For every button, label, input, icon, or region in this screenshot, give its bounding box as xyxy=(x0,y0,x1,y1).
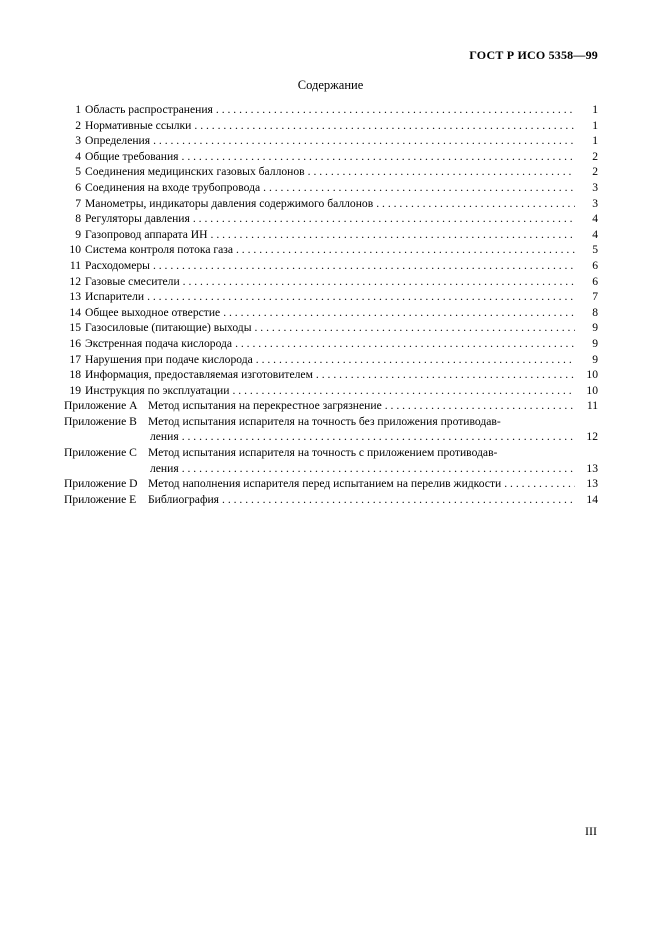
entry-title: Расходомеры xyxy=(85,258,150,272)
annex-title: Метод испытания испарителя на точность с приложением противодав- xyxy=(148,446,498,460)
leader-dots xyxy=(308,164,575,180)
entry-page: 2 xyxy=(592,149,598,163)
entry-number: 14 xyxy=(69,305,81,319)
entry-number: 19 xyxy=(69,383,81,397)
annex-label: Приложение E xyxy=(64,492,137,506)
leader-dots xyxy=(193,211,575,227)
leader-dots xyxy=(236,242,575,258)
leader-dots xyxy=(235,336,575,352)
entry-title: Манометры, индикаторы давления содержимого баллонов xyxy=(85,196,374,210)
entry-title: Газопровод аппарата ИН xyxy=(85,227,208,241)
annex-label: Приложение B xyxy=(64,414,137,428)
annex-page: 13 xyxy=(586,477,598,491)
annex-title: Метод испытания испарителя на точность без приложения противодав- xyxy=(148,414,501,428)
annex-title-continuation: ления xyxy=(150,430,179,444)
entry-number: 5 xyxy=(75,165,81,179)
leader-dots xyxy=(182,461,575,477)
entry-title: Регуляторы давления xyxy=(85,212,190,226)
entry-page: 9 xyxy=(592,321,598,335)
entry-title: Нарушения при подаче кислорода xyxy=(85,352,253,366)
entry-page: 3 xyxy=(592,196,598,210)
entry-number: 18 xyxy=(69,368,81,382)
entry-page: 4 xyxy=(592,212,598,226)
leader-dots xyxy=(316,367,575,383)
leader-dots xyxy=(211,227,575,243)
leader-dots xyxy=(153,258,575,274)
entry-number: 8 xyxy=(75,212,81,226)
leader-dots xyxy=(216,102,575,118)
entry-number: 11 xyxy=(69,258,81,272)
entry-title: Общие требования xyxy=(85,149,179,163)
entry-number: 9 xyxy=(75,227,81,241)
entry-number: 1 xyxy=(75,103,81,116)
leader-dots xyxy=(222,492,575,508)
leader-dots xyxy=(376,196,575,212)
leader-dots xyxy=(256,352,575,368)
entry-title: Информация, предоставляемая изготовителем xyxy=(85,368,313,382)
leader-dots xyxy=(385,398,575,414)
entry-number: 2 xyxy=(75,118,81,132)
leader-dots xyxy=(182,429,575,445)
entry-number: 3 xyxy=(75,134,81,148)
entry-page: 1 xyxy=(592,134,598,148)
entry-page: 6 xyxy=(592,258,598,272)
entry-title: Экстренная подача кислорода xyxy=(85,336,233,350)
entry-number: 13 xyxy=(69,290,81,304)
entry-title: Инструкция по эксплуатации xyxy=(85,383,230,397)
entry-number: 16 xyxy=(69,336,81,350)
leader-dots xyxy=(223,305,575,321)
leader-dots xyxy=(232,383,575,399)
entry-number: 4 xyxy=(75,149,81,163)
entry-title: Определения xyxy=(85,134,151,148)
entry-page: 10 xyxy=(586,368,598,382)
entry-number: 7 xyxy=(75,196,81,210)
leader-dots xyxy=(263,180,575,196)
toc-title: Содержание xyxy=(297,78,364,92)
annex-page: 11 xyxy=(586,399,598,413)
annex-label: Приложение A xyxy=(64,399,138,413)
entry-page: 3 xyxy=(592,180,598,194)
annex-page: 14 xyxy=(586,492,598,506)
entry-number: 12 xyxy=(69,274,81,288)
annex-page: 12 xyxy=(586,430,598,444)
entry-page: 5 xyxy=(592,243,598,257)
table-of-contents xyxy=(64,102,598,507)
leader-dots xyxy=(194,118,575,134)
entry-page: 7 xyxy=(592,290,598,304)
entry-title: Газовые смесители xyxy=(85,274,180,288)
leader-dots xyxy=(147,289,575,305)
leader-dots xyxy=(183,274,575,290)
annex-title: Метод наполнения испарителя перед испытанием на перелив жидкости xyxy=(148,477,502,491)
entry-number: 15 xyxy=(69,321,81,335)
entry-page: 8 xyxy=(592,305,598,319)
annex-title-continuation: ления xyxy=(150,461,179,475)
entry-title: Общее выходное отверстие xyxy=(85,305,221,319)
entry-page: 6 xyxy=(592,274,598,288)
entry-title: Область распространения xyxy=(85,103,213,116)
entry-title: Испарители xyxy=(85,290,145,304)
annex-label: Приложение C xyxy=(64,446,137,460)
entry-title: Газосиловые (питающие) выходы xyxy=(85,321,252,335)
entry-number: 10 xyxy=(69,243,81,257)
annex-title: Библиография xyxy=(148,492,220,506)
entry-title: Система контроля потока газа xyxy=(85,243,233,257)
entry-title: Соединения на входе трубопровода xyxy=(85,180,261,194)
entry-page: 2 xyxy=(592,165,598,179)
document-header: ГОСТ Р ИСО 5358—99 xyxy=(469,48,598,62)
entry-title: Нормативные ссылки xyxy=(85,118,192,132)
leader-dots xyxy=(504,476,575,492)
entry-page: 1 xyxy=(592,103,598,116)
leader-dots xyxy=(255,320,576,336)
entry-number: 6 xyxy=(75,180,81,194)
entry-number: 17 xyxy=(69,352,81,366)
entry-page: 9 xyxy=(592,352,598,366)
entry-page: 1 xyxy=(592,118,598,132)
entry-page: 9 xyxy=(592,336,598,350)
annex-label: Приложение D xyxy=(64,477,138,491)
annex-page: 13 xyxy=(586,461,598,475)
page-number: III xyxy=(585,824,597,838)
entry-title: Соединения медицинских газовых баллонов xyxy=(85,165,305,179)
entry-page: 4 xyxy=(592,227,598,241)
annex-title: Метод испытания на перекрестное загрязнение xyxy=(148,399,382,413)
leader-dots xyxy=(153,133,575,149)
entry-page: 10 xyxy=(586,383,598,397)
leader-dots xyxy=(182,149,575,165)
